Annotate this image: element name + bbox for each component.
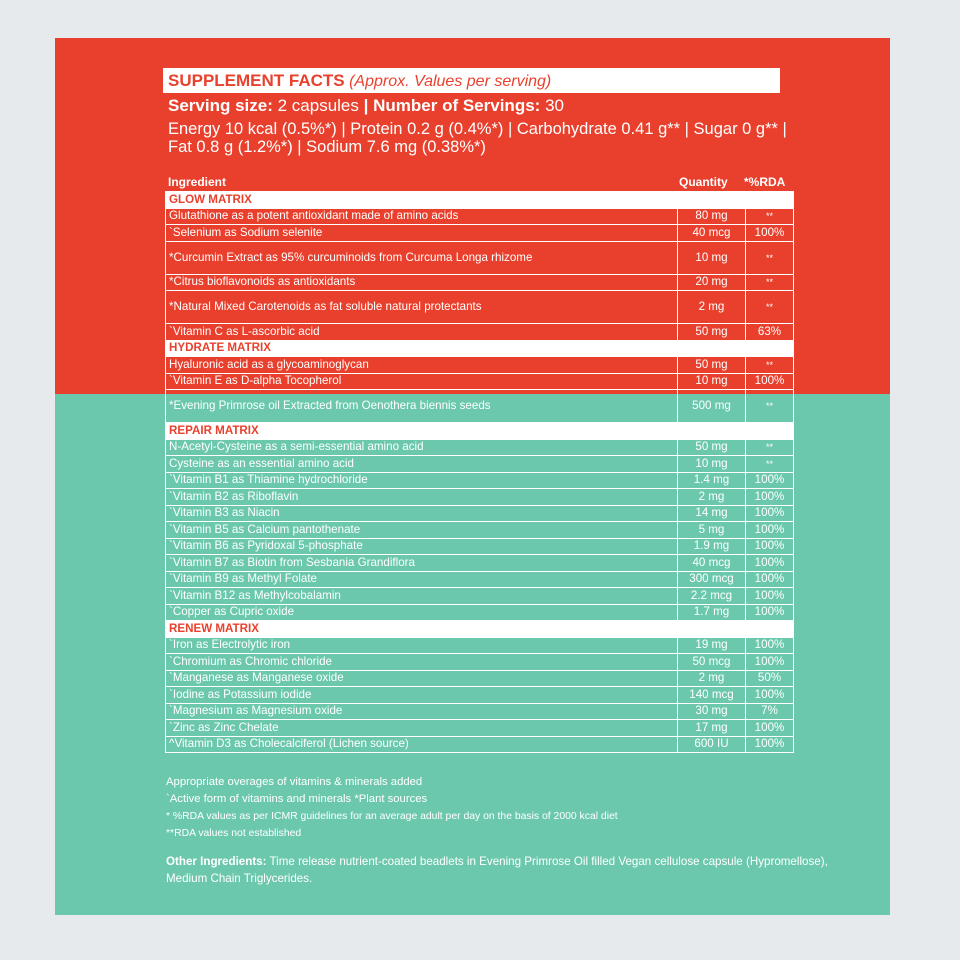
section-title: RENEW MATRIX [166, 621, 794, 638]
ingredient-quantity: 50 mg [678, 439, 746, 456]
ingredient-quantity: 1.4 mg [678, 472, 746, 489]
ingredient-quantity: 140 mcg [678, 687, 746, 704]
section-title: HYDRATE MATRIX [166, 340, 794, 357]
serving-separator: | [363, 96, 369, 115]
ingredient-quantity: 17 mg [678, 720, 746, 737]
ingredient-name: `Chromium as Chromic chloride [166, 654, 678, 671]
section-title: GLOW MATRIX [166, 192, 794, 209]
header-rda: *%RDA [744, 175, 786, 189]
ingredient-quantity: 500 mg [678, 390, 746, 423]
ingredient-rda: 100% [746, 522, 794, 539]
ingredient-row [166, 489, 794, 506]
ingredient-rda: 100% [746, 637, 794, 654]
serving-line [168, 96, 564, 116]
servings-count-value: 30 [545, 96, 564, 115]
ingredient-rda: 100% [746, 538, 794, 555]
ingredient-rda: ** [746, 208, 794, 225]
supplement-facts-table [165, 191, 794, 753]
ingredient-quantity: 1.9 mg [678, 538, 746, 555]
ingredient-row [166, 472, 794, 489]
ingredient-rda: 100% [746, 571, 794, 588]
section-row [166, 423, 794, 440]
serving-size-value: 2 capsules [277, 96, 359, 115]
footnote-overages: Appropriate overages of vitamins & minerals added [166, 776, 423, 788]
section-row [166, 621, 794, 638]
ingredient-rda: 100% [746, 720, 794, 737]
section-row [166, 192, 794, 209]
ingredient-name: Hyaluronic acid as a glycoaminoglycan [166, 357, 678, 374]
ingredient-quantity: 40 mcg [678, 225, 746, 242]
ingredient-name: *Evening Primrose oil Extracted from Oenothera biennis seeds [166, 390, 678, 423]
ingredient-rda: ** [746, 456, 794, 473]
ingredient-row [166, 505, 794, 522]
title-main: SUPPLEMENT FACTS [168, 71, 345, 90]
footnote-rda-basis: * %RDA values as per ICMR guidelines for an average adult per day on the basis of 2000 kcal diet [166, 811, 618, 822]
ingredient-quantity: 50 mcg [678, 654, 746, 671]
ingredient-name: Cysteine as an essential amino acid [166, 456, 678, 473]
ingredient-rda: 100% [746, 505, 794, 522]
ingredient-row [166, 208, 794, 225]
ingredient-name: `Magnesium as Magnesium oxide [166, 703, 678, 720]
ingredient-rda: ** [746, 357, 794, 374]
ingredient-name: *Natural Mixed Carotenoids as fat soluble natural protectants [166, 291, 678, 324]
header-quantity: Quantity [679, 175, 728, 189]
ingredient-name: ^Vitamin D3 as Cholecalciferol (Lichen source) [166, 736, 678, 753]
ingredient-name: `Copper as Cupric oxide [166, 604, 678, 621]
ingredient-row [166, 274, 794, 291]
other-ingredients-label: Other Ingredients: [166, 855, 267, 868]
ingredient-quantity: 50 mg [678, 357, 746, 374]
ingredient-quantity: 50 mg [678, 324, 746, 341]
ingredient-rda: ** [746, 390, 794, 423]
ingredient-quantity: 20 mg [678, 274, 746, 291]
ingredient-row [166, 241, 794, 274]
footnote-rda-not-established: **RDA values not established [166, 828, 302, 839]
ingredient-name: `Vitamin E as D-alpha Tocopherol [166, 373, 678, 390]
ingredient-rda: 100% [746, 472, 794, 489]
ingredient-rda: 50% [746, 670, 794, 687]
ingredient-name: `Vitamin B3 as Niacin [166, 505, 678, 522]
servings-count-label: Number of Servings: [373, 96, 541, 115]
ingredient-name: *Citrus bioflavonoids as antioxidants [166, 274, 678, 291]
ingredient-rda: ** [746, 274, 794, 291]
ingredient-quantity: 30 mg [678, 703, 746, 720]
ingredient-quantity: 600 IU [678, 736, 746, 753]
ingredient-rda: 100% [746, 687, 794, 704]
title-sub: (Approx. Values per serving) [349, 73, 552, 90]
ingredient-row [166, 456, 794, 473]
ingredient-quantity: 80 mg [678, 208, 746, 225]
ingredient-name: *Curcumin Extract as 95% curcuminoids from Curcuma Longa rhizome [166, 241, 678, 274]
other-ingredients-text: Time release nutrient-coated beadlets in Evening Primrose Oil filled Vegan cellulose capsule (Hypromellose), Medium Chain Triglycerides. [166, 855, 828, 885]
ingredient-rda: 100% [746, 225, 794, 242]
section-title: REPAIR MATRIX [166, 423, 794, 440]
ingredient-quantity: 2 mg [678, 489, 746, 506]
ingredient-name: `Iron as Electrolytic iron [166, 637, 678, 654]
ingredient-name: `Vitamin B7 as Biotin from Sesbania Grandiflora [166, 555, 678, 572]
footnotes [166, 774, 856, 842]
ingredient-name: N-Acetyl-Cysteine as a semi-essential amino acid [166, 439, 678, 456]
ingredient-name: `Zinc as Zinc Chelate [166, 720, 678, 737]
other-ingredients [166, 853, 856, 887]
supplement-label [55, 38, 890, 915]
nutrition-summary: Energy 10 kcal (0.5%*) | Protein 0.2 g (0.4%*) | Carbohydrate 0.41 g** | Sugar 0 g** | Fat 0.8 g (1.2%*) | Sodium 7.6 mg (0.38%*) [168, 120, 787, 156]
ingredient-rda: ** [746, 439, 794, 456]
ingredient-name: `Vitamin B6 as Pyridoxal 5-phosphate [166, 538, 678, 555]
ingredient-name: `Iodine as Potassium iodide [166, 687, 678, 704]
header-ingredient: Ingredient [168, 175, 227, 189]
ingredient-row [166, 571, 794, 588]
ingredient-row [166, 538, 794, 555]
ingredient-rda: 7% [746, 703, 794, 720]
ingredient-quantity: 1.7 mg [678, 604, 746, 621]
ingredient-quantity: 2.2 mcg [678, 588, 746, 605]
ingredient-row [166, 439, 794, 456]
ingredient-row [166, 687, 794, 704]
ingredient-quantity: 5 mg [678, 522, 746, 539]
ingredient-row [166, 637, 794, 654]
serving-size-label: Serving size: [168, 96, 273, 115]
ingredient-rda: 100% [746, 588, 794, 605]
ingredient-rda: ** [746, 291, 794, 324]
ingredient-name: `Vitamin B12 as Methylcobalamin [166, 588, 678, 605]
ingredient-name: `Manganese as Manganese oxide [166, 670, 678, 687]
ingredient-name: `Vitamin B5 as Calcium pantothenate [166, 522, 678, 539]
ingredient-row [166, 720, 794, 737]
ingredient-row [166, 357, 794, 374]
ingredient-rda: 100% [746, 555, 794, 572]
ingredient-quantity: 19 mg [678, 637, 746, 654]
ingredient-quantity: 300 mcg [678, 571, 746, 588]
ingredient-rda: 100% [746, 604, 794, 621]
ingredient-row [166, 291, 794, 324]
ingredient-row [166, 225, 794, 242]
ingredient-rda: ** [746, 241, 794, 274]
ingredient-row [166, 324, 794, 341]
ingredient-name: `Vitamin B2 as Riboflavin [166, 489, 678, 506]
ingredient-rda: 63% [746, 324, 794, 341]
ingredient-rda: 100% [746, 736, 794, 753]
ingredient-row [166, 703, 794, 720]
footnote-active-forms: `Active form of vitamins and minerals *Plant sources [166, 793, 428, 805]
ingredient-row [166, 588, 794, 605]
ingredient-row [166, 555, 794, 572]
title-bar [163, 68, 780, 93]
ingredient-name: `Vitamin C as L-ascorbic acid [166, 324, 678, 341]
ingredient-quantity: 10 mg [678, 373, 746, 390]
ingredient-name: Glutathione as a potent antioxidant made of amino acids [166, 208, 678, 225]
section-row [166, 340, 794, 357]
ingredient-name: `Vitamin B1 as Thiamine hydrochloride [166, 472, 678, 489]
ingredient-quantity: 14 mg [678, 505, 746, 522]
ingredient-quantity: 2 mg [678, 670, 746, 687]
ingredient-rda: 100% [746, 373, 794, 390]
ingredient-row [166, 670, 794, 687]
ingredient-rda: 100% [746, 489, 794, 506]
ingredient-quantity: 40 mcg [678, 555, 746, 572]
ingredient-row [166, 390, 794, 423]
ingredient-name: `Vitamin B9 as Methyl Folate [166, 571, 678, 588]
ingredient-quantity: 10 mg [678, 241, 746, 274]
ingredient-row [166, 654, 794, 671]
ingredient-quantity: 2 mg [678, 291, 746, 324]
ingredient-row [166, 373, 794, 390]
ingredient-name: `Selenium as Sodium selenite [166, 225, 678, 242]
ingredient-row [166, 522, 794, 539]
ingredient-quantity: 10 mg [678, 456, 746, 473]
ingredient-row [166, 736, 794, 753]
ingredient-rda: 100% [746, 654, 794, 671]
ingredient-row [166, 604, 794, 621]
